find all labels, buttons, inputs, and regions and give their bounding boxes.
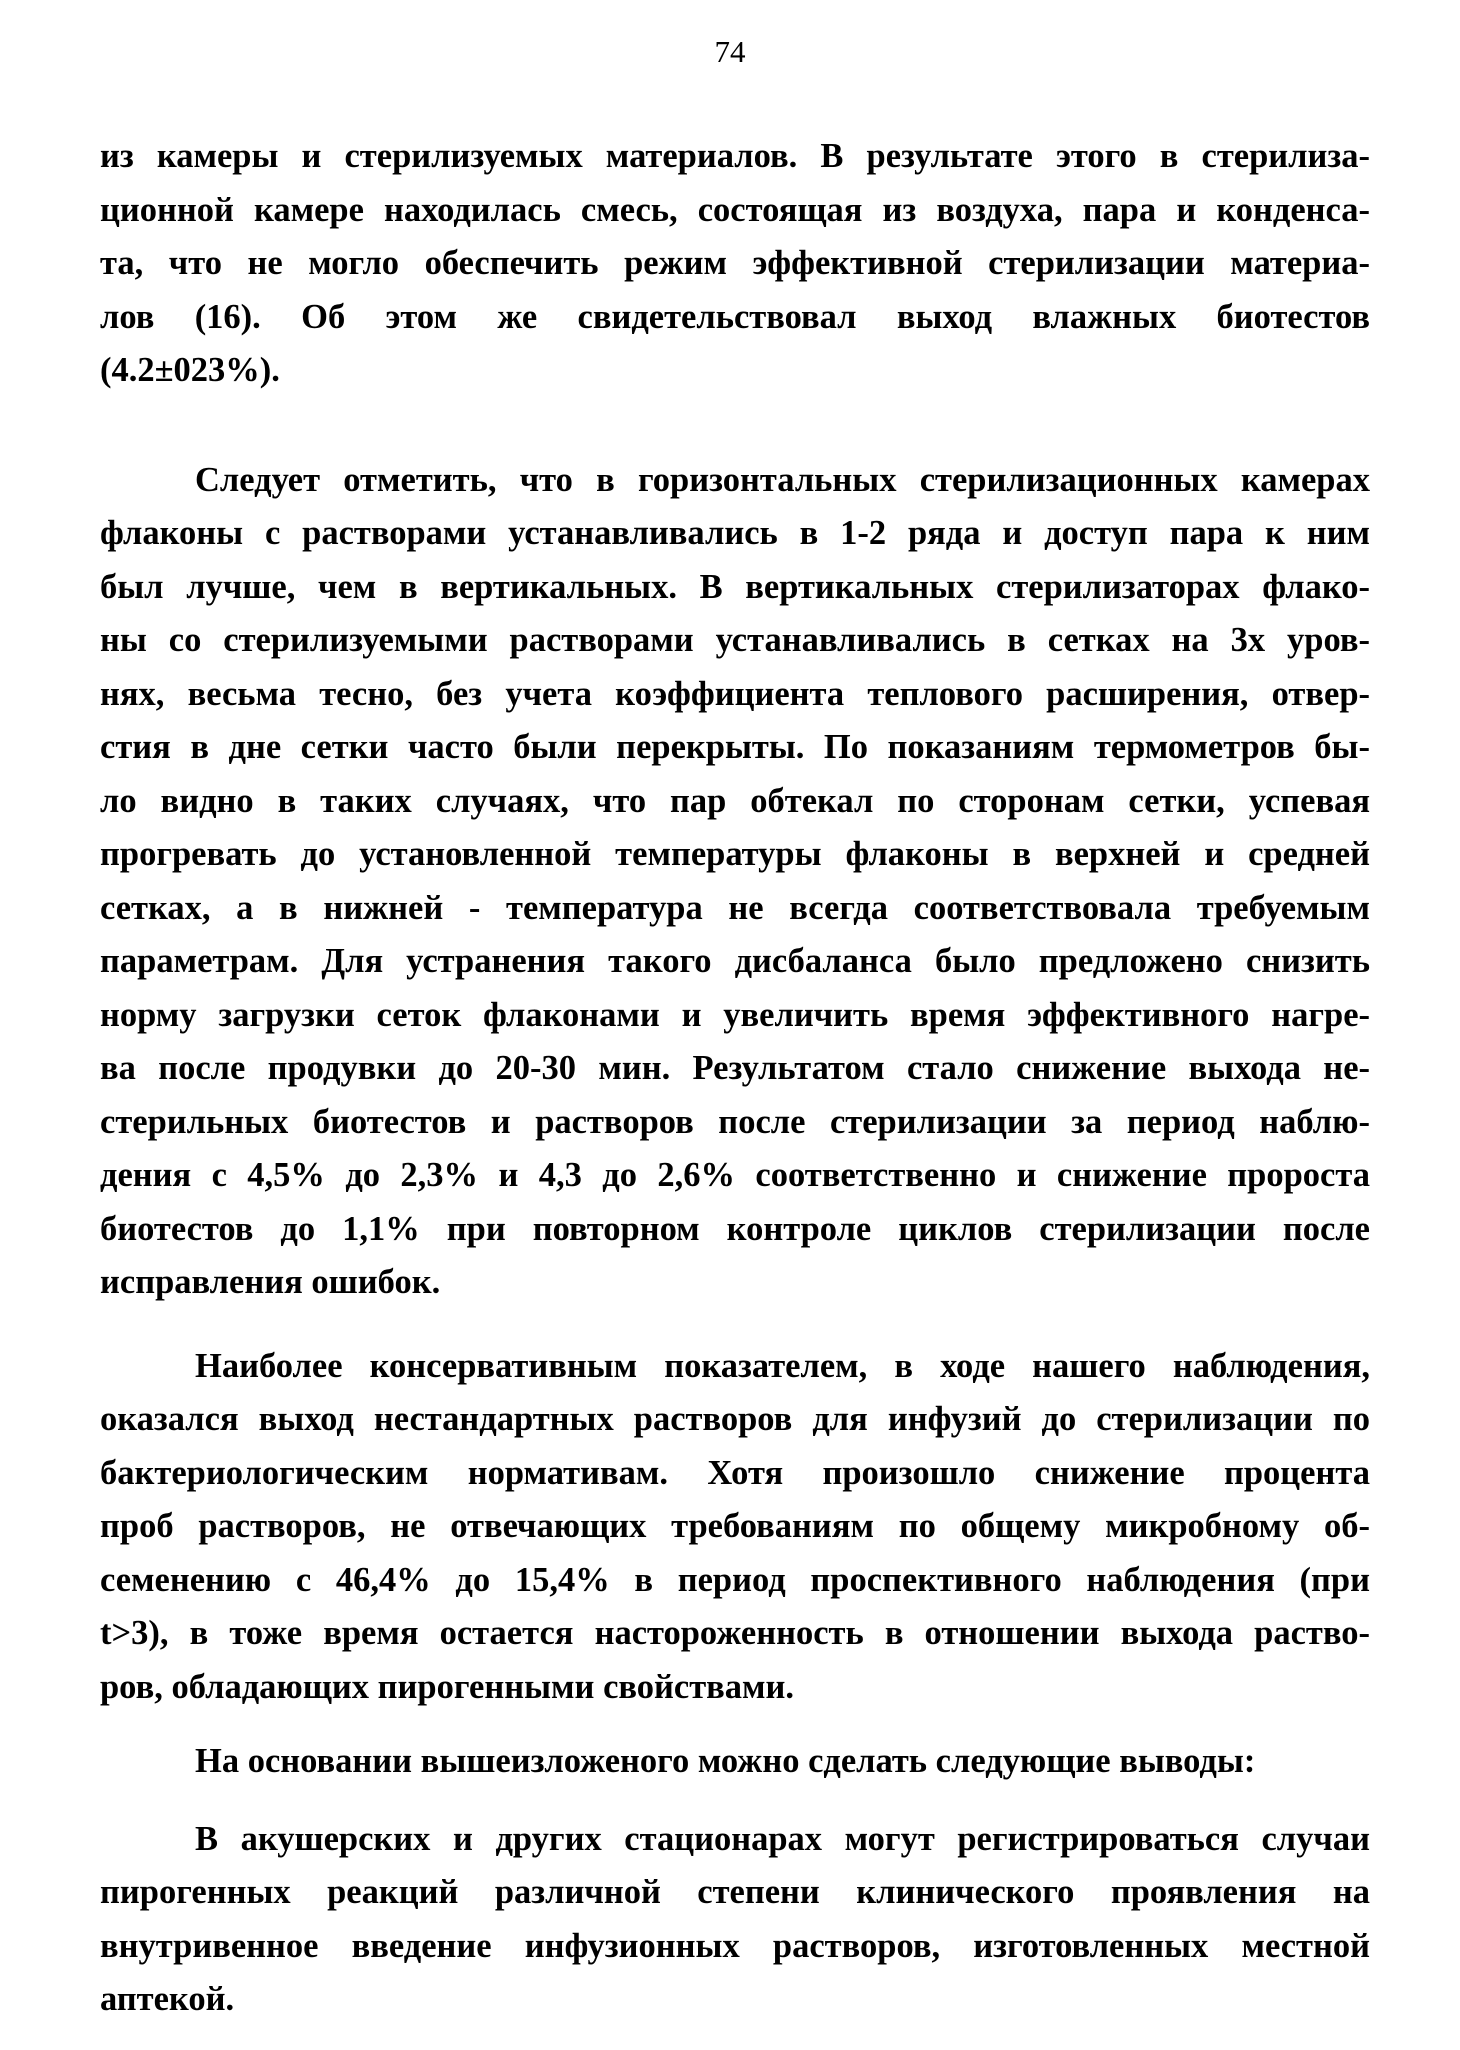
text-line: ны со стерилизуемыми растворами устанавливались в сетках на 3х уров-: [100, 621, 1370, 659]
paragraph-4: [100, 1735, 1370, 1789]
text-line: внутривенное введение инфузионных растворов, изготовленных местной: [100, 1926, 1370, 1965]
text-line: ва после продувки до 20-30 мин. Результатом стало снижение выхода не-: [100, 1049, 1370, 1087]
text-line: та, что не могло обеспечить режим эффективной стерилизации материа-: [100, 244, 1370, 282]
text-line: норму загрузки сеток флаконами и увеличить время эффективного нагре-: [100, 995, 1370, 1034]
text-line: В акушерских и других стационарах могут регистрироваться случаи: [195, 1819, 1370, 1858]
text-line: (4.2±023%).: [100, 351, 280, 389]
paragraph-1: [100, 130, 1370, 398]
text-line: ло видно в таких случаях, что пар обтекал по сторонам сетки, успевая: [100, 781, 1370, 820]
text-line: параметрам. Для устранения такого дисбаланса было предложено снизить: [100, 942, 1370, 980]
text-line: нях, весьма тесно, без учета коэффициента теплового расширения, отвер-: [100, 674, 1370, 713]
page-number: 74: [714, 34, 746, 69]
text-line: аптекой.: [100, 1980, 235, 2018]
text-line: Следует отметить, что в горизонтальных стерилизационных камерах: [195, 460, 1370, 499]
text-line: исправления ошибок.: [100, 1263, 441, 1301]
text-line: дения с 4,5% до 2,3% и 4,3 до 2,6% соответственно и снижение пророста: [100, 1156, 1370, 1194]
text-line: пирогенных реакций различной степени клинического проявления на: [100, 1873, 1370, 1911]
text-line: оказался выход нестандартных растворов для инфузий до стерилизации по: [100, 1400, 1370, 1438]
paragraph-3: [100, 1340, 1370, 1715]
text-line: сетках, а в нижней - температура не всегда соответствовала требуемым: [100, 888, 1370, 927]
text-line: бактериологическим нормативам. Хотя произошло снижение процента: [100, 1453, 1370, 1492]
text-line: прогревать до установленной температуры флаконы в верхней и средней: [100, 835, 1370, 873]
text-line: ров, обладающих пирогенными свойствами.: [100, 1667, 795, 1706]
text-line: Наиболее консервативным показателем, в ходе нашего наблюдения,: [195, 1346, 1370, 1385]
text-line: проб растворов, не отвечающих требованиям по общему микробному об-: [100, 1507, 1370, 1545]
paragraph-2: [100, 454, 1370, 1310]
text-line: t>3), в тоже время остается настороженность в отношении выхода раство-: [100, 1614, 1370, 1652]
text-line: стия в дне сетки часто были перекрыты. По показаниям термометров бы-: [100, 728, 1370, 766]
text-line: из камеры и стерилизуемых материалов. В результате этого в стерилиза-: [100, 137, 1370, 175]
text-line: был лучше, чем в вертикальных. В вертикальных стерилизаторах флако-: [100, 567, 1370, 606]
text-line: стерильных биотестов и растворов после стерилизации за период наблю-: [100, 1102, 1370, 1141]
text-line: биотестов до 1,1% при повторном контроле циклов стерилизации после: [100, 1209, 1370, 1248]
text-line: флаконы с растворами устанавливались в 1-2 ряда и доступ пара к ним: [100, 514, 1370, 552]
text-line: ционной камере находилась смесь, состоящая из воздуха, пара и конденса-: [100, 190, 1370, 229]
paragraph-5: [100, 1813, 1370, 2027]
text-line: семенению с 46,4% до 15,4% в период проспективного наблюдения (при: [100, 1560, 1370, 1599]
text-line: На основании вышеизложеного можно сделать следующие выводы:: [195, 1742, 1256, 1780]
document-body: [100, 130, 1370, 2027]
text-line: лов (16). Об этом же свидетельствовал выход влажных биотестов: [100, 297, 1370, 336]
